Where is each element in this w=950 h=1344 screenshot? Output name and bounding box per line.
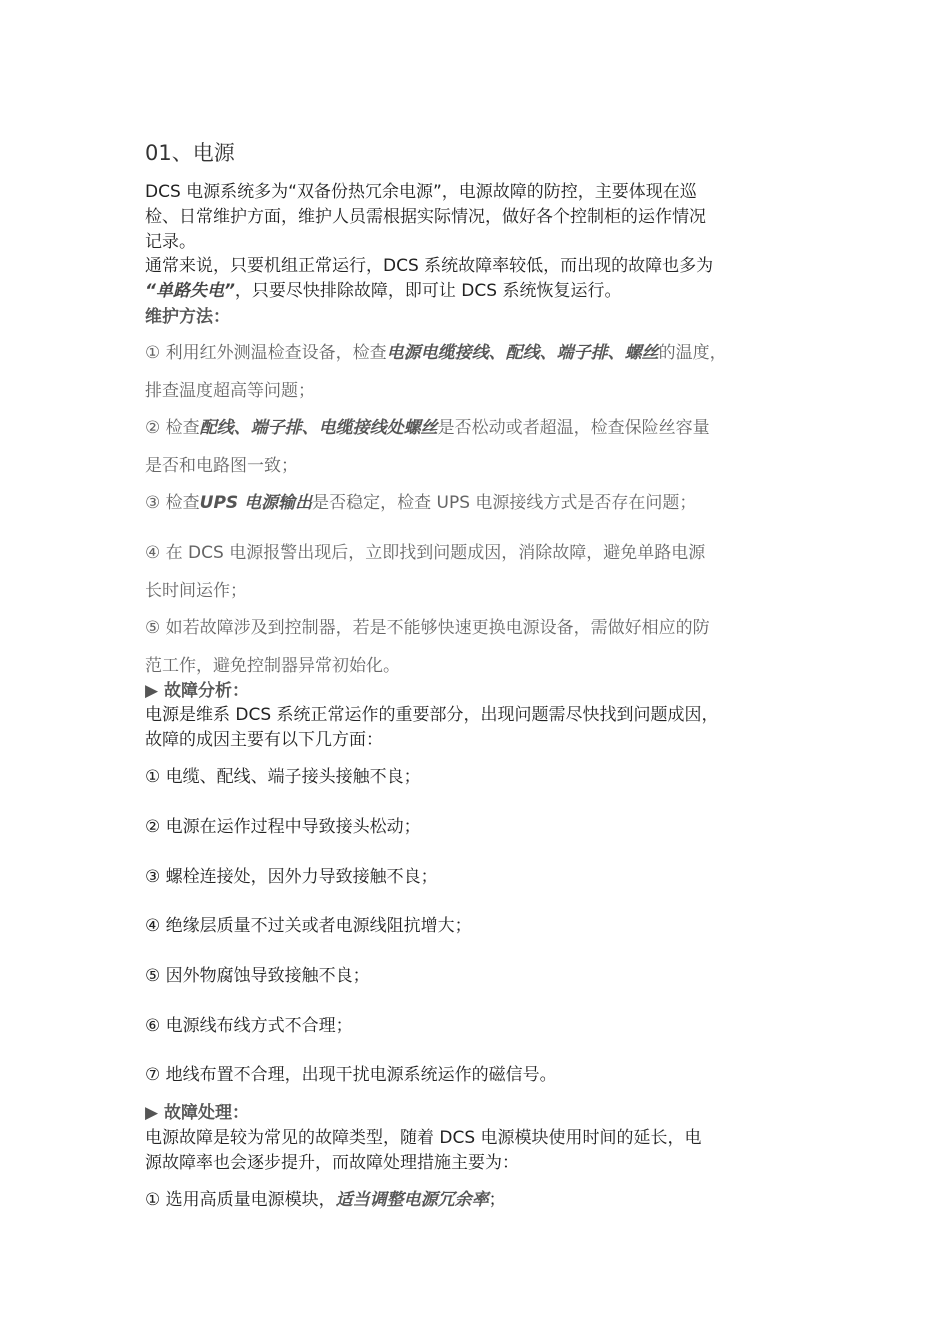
emphasis-single-power-loss: “单路失电” (145, 281, 235, 301)
intro-line-4: 通常来说，只要机组正常运行，DCS 系统故障率较低，而出现的故障也多为 (145, 256, 714, 276)
analysis-item: ① 电缆、配线、端子接头接触不良； (145, 767, 421, 787)
maintenance-item-1: ① 利用红外测温检查设备，检查电源电缆接线、配线、端子排、螺丝的温度， (145, 343, 727, 363)
emphasis-text: 适当调整电源冗余率 (335, 1190, 489, 1210)
intro-line-1: DCS 电源系统多为“双备份热冗余电源”，电源故障的防控，主要体现在巡 (145, 182, 697, 202)
analysis-item: ④ 绝缘层质量不过关或者电源线阻抗增大； (145, 916, 472, 936)
maintenance-item-3: ③ 检查UPS 电源输出是否稳定，检查 UPS 电源接线方式是否存在问题； (145, 493, 697, 513)
maintenance-item-4-line-2: 长时间运作； (145, 581, 247, 601)
analysis-item: ③ 螺栓连接处，因外力导致接触不良； (145, 867, 438, 887)
analysis-intro-line-1: 电源是维系 DCS 系统正常运作的重要部分，出现问题需尽快找到问题成因， (145, 705, 719, 725)
analysis-label: ▶ 故障分析： (145, 681, 249, 701)
maintenance-item-2: ② 检查配线、端子排、电缆接线处螺丝是否松动或者超温，检查保险丝容量 (145, 418, 710, 438)
analysis-item: ② 电源在运作过程中导致接头松动； (145, 817, 421, 837)
maintenance-item-4: ④ 在 DCS 电源报警出现后，立即找到问题成因，消除故障，避免单路电源 (145, 543, 706, 563)
emphasis-text: 电源电缆接线、配线、端子排、螺丝 (386, 343, 659, 363)
emphasis-text: 配线、端子排、电缆接线处螺丝 (199, 418, 438, 438)
section-title: 01、电源 (145, 141, 235, 165)
emphasis-text: UPS 电源输出 (199, 493, 313, 513)
intro-line-5-rest: ，只要尽快排除故障，即可让 DCS 系统恢复运行。 (234, 281, 622, 301)
handling-item-1: ① 选用高质量电源模块，适当调整电源冗余率； (145, 1190, 506, 1210)
analysis-item: ⑥ 电源线布线方式不合理； (145, 1016, 353, 1036)
analysis-item: ⑤ 因外物腐蚀导致接触不良； (145, 966, 370, 986)
intro-line-2: 检、日常维护方面，维护人员需根据实际情况，做好各个控制柜的运作情况 (145, 207, 706, 227)
maintenance-item-5: ⑤ 如若故障涉及到控制器，若是不能够快速更换电源设备，需做好相应的防 (145, 618, 710, 638)
maintenance-item-1-line-2: 排查温度超高等问题； (145, 381, 315, 401)
handling-label: ▶ 故障处理： (145, 1103, 249, 1123)
handling-intro-line-1: 电源故障是较为常见的故障类型，随着 DCS 电源模块使用时间的延长，电 (145, 1128, 702, 1148)
handling-intro-line-2: 源故障率也会逐步提升，而故障处理措施主要为： (145, 1153, 519, 1173)
intro-line-3: 记录。 (145, 232, 196, 252)
analysis-intro-line-2: 故障的成因主要有以下几方面： (145, 730, 383, 750)
maintenance-label: 维护方法： (145, 307, 230, 327)
intro-line-5 (145, 276, 810, 301)
analysis-item: ⑦ 地线布置不合理，出现干扰电源系统运作的磁信号。 (145, 1065, 557, 1085)
maintenance-item-5-line-2: 范工作，避免控制器异常初始化。 (145, 656, 400, 676)
maintenance-item-2-line-2: 是否和电路图一致； (145, 456, 298, 476)
